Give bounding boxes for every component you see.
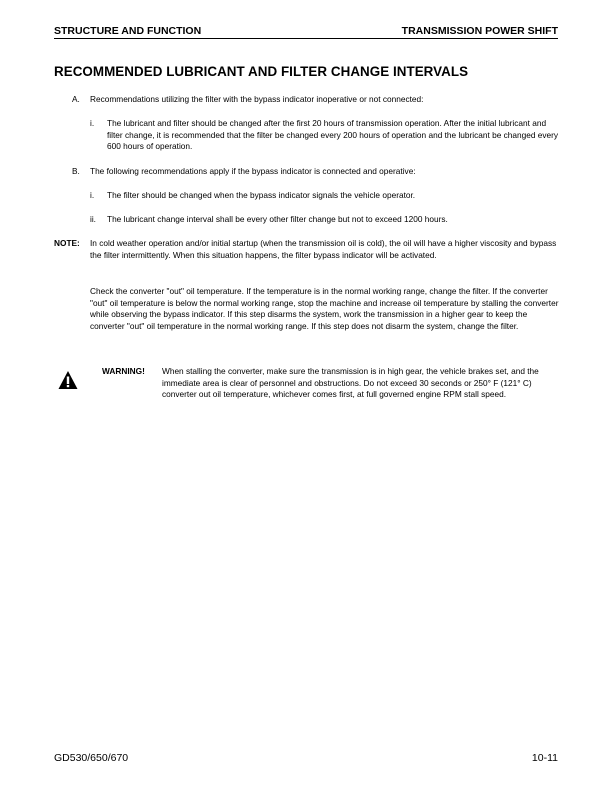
section-b-item-2-label: ii. xyxy=(90,214,96,224)
header-section-title: STRUCTURE AND FUNCTION xyxy=(54,25,202,37)
section-b-item-1-text: The filter should be changed when the bypass indicator signals the vehicle operator. xyxy=(107,190,416,200)
section-a-item-1-text: The lubricant and filter should be changed after the first 20 hours of transmission operation. After the initial lubricant and filter change, it is recommended that the filter be changed every 200 hours of operation and the lubricant be changed every 600 hours of operation. xyxy=(107,118,559,151)
page-footer xyxy=(54,752,558,764)
warning-text: When stalling the converter, make sure the transmission is in high gear, the vehicle brakes set, and the immediate area is clear of personnel and obstructions. Do not exceed 30 seconds or 250° F (121° C) converter out oil temperature, whichever comes first, at full governed engine RPM stall speed. xyxy=(162,366,539,399)
section-a-item-1-label: i. xyxy=(90,118,95,128)
section-a-label: A. xyxy=(72,94,80,104)
note-text-1: In cold weather operation and/or initial startup (when the transmission oil is cold), the oil will have a higher viscosity and bypass the filter intermittently. When this situation happens, the filter bypass indicator will be activated. xyxy=(90,238,557,260)
section-b-item-2-text: The lubricant change interval shall be every other filter change but not to exceed 1200 hours. xyxy=(107,214,448,224)
note-label: NOTE: xyxy=(54,238,80,248)
warning-triangle-icon xyxy=(58,370,78,390)
footer-model: GD530/650/670 xyxy=(54,752,129,764)
page-title: RECOMMENDED LUBRICANT AND FILTER CHANGE INTERVALS xyxy=(54,64,469,79)
section-b-text: The following recommendations apply if the bypass indicator is connected and operative: xyxy=(90,166,416,176)
section-a-text: Recommendations utilizing the filter with the bypass indicator inoperative or not connected: xyxy=(90,94,424,104)
page-header xyxy=(54,25,558,39)
footer-page-number: 10-11 xyxy=(531,752,558,764)
note-text-2: Check the converter "out" oil temperature. If the temperature is in the normal working range, change the filter. If the converter "out" oil temperature is below the normal working range, stop the machine and increase oil temperature by stalling the converter while observing the bypass indicator. If this step disarms the system, work the transmission in a higher gear to keep the converter "out" oil temperature in the normal working range. If this step does not disarm the system, change the filter. xyxy=(90,286,559,331)
section-b-label: B. xyxy=(72,166,80,176)
section-b-item-1-label: i. xyxy=(90,190,95,200)
warning-label: WARNING! xyxy=(102,366,145,376)
header-chapter-title: TRANSMISSION POWER SHIFT xyxy=(401,25,558,37)
